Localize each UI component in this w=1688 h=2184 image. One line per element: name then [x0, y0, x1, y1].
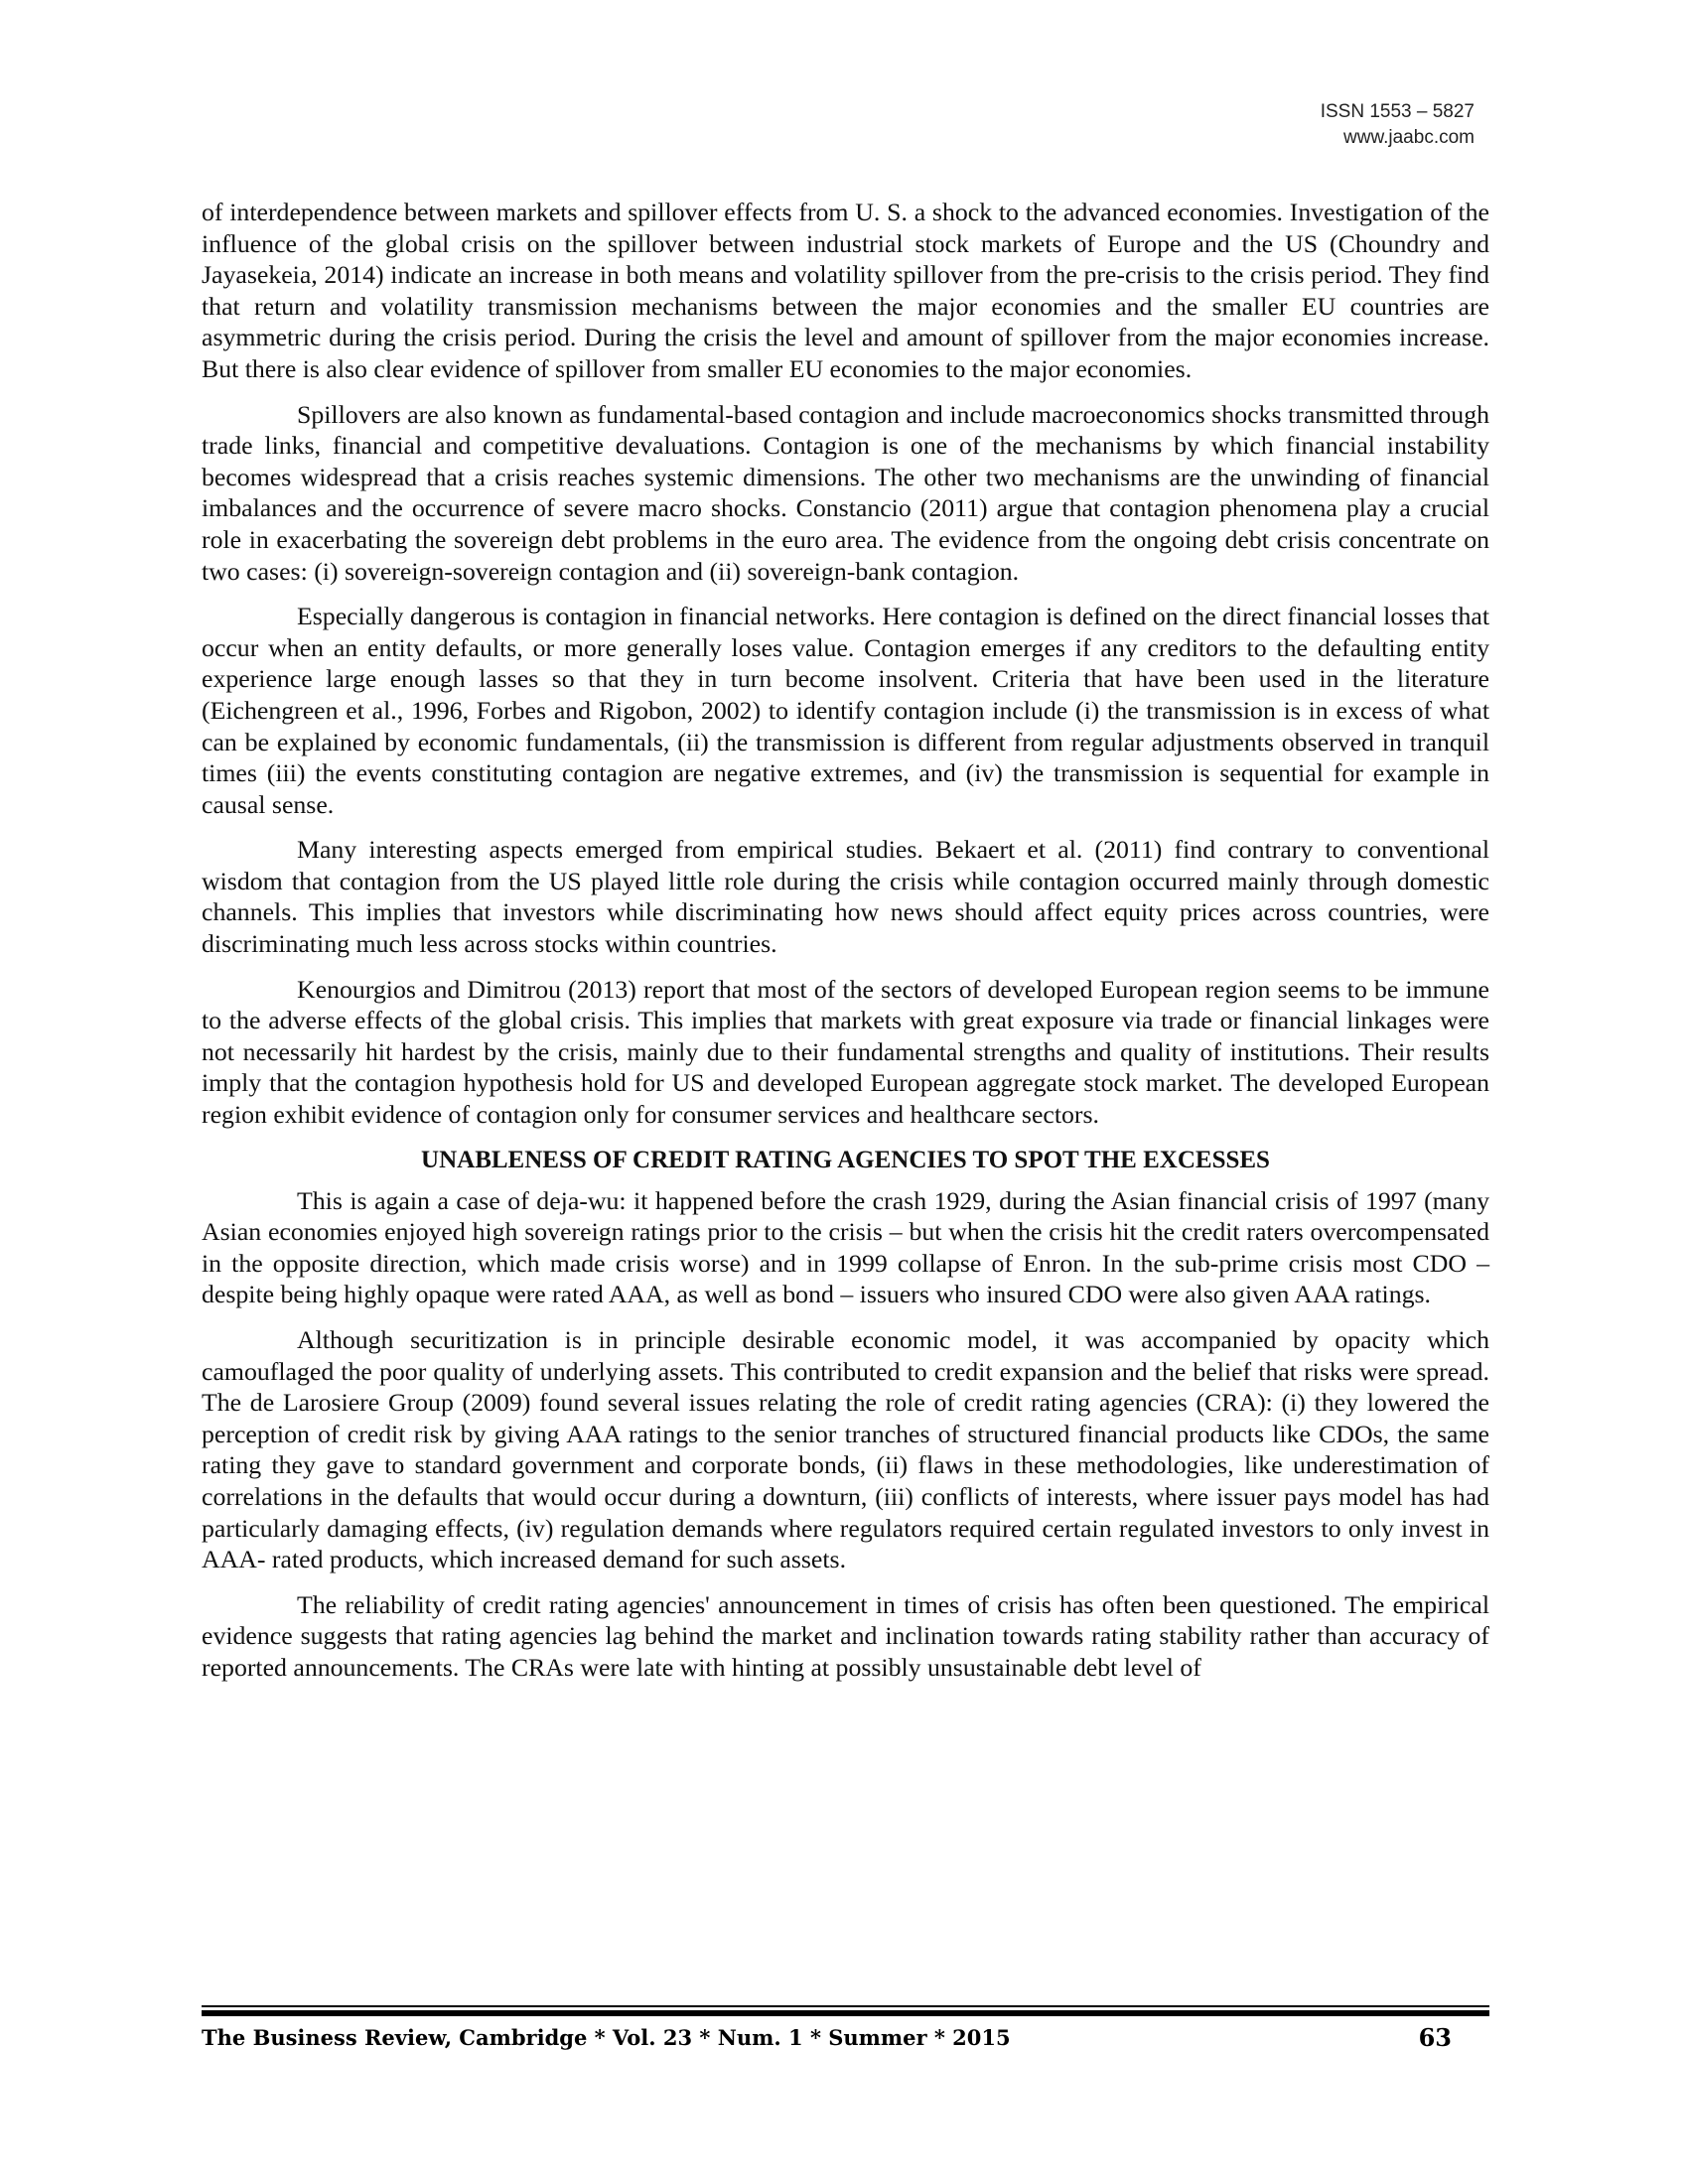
- body-paragraph: Kenourgios and Dimitrou (2013) report that most of the sectors of developed European region seems to be immune to the adverse effects of the global crisis. This implies that markets with great exposure via trade or financial linkages were not necessarily hit hardest by the crisis, mainly due to their fundamental strengths and quality of institutions. Their results imply that the contagion hypothesis hold for US and developed European aggregate stock market. The developed European region exhibit evidence of contagion only for consumer services and healthcare sectors.: [202, 974, 1489, 1130]
- running-header: [1321, 99, 1475, 151]
- body-paragraph: Although securitization is in principle desirable economic model, it was accompanied by opacity which camouflaged the poor quality of underlying assets. This contributed to credit expansion and the belief that risks were spread. The de Larosiere Group (2009) found several issues relating the role of credit rating agencies (CRA): (i) they lowered the perception of credit risk by giving AAA ratings to the senior tranches of structured financial products like CDOs, the same rating they gave to standard government and corporate bonds, (ii) flaws in these methodologies, like underestimation of correlations in the defaults that would occur during a downturn, (iii) conflicts of interests, where issuer pays model has had particularly damaging effects, (iv) regulation demands where regulators required certain regulated investors to only invest in AAA- rated products, which increased demand for such assets.: [202, 1325, 1489, 1574]
- article-body: [202, 197, 1489, 1698]
- journal-website: www.jaabc.com: [1343, 127, 1475, 148]
- section-heading: UNABLENESS OF CREDIT RATING AGENCIES TO SPOT THE EXCESSES: [421, 1146, 1270, 1173]
- body-paragraph: Many interesting aspects emerged from empirical studies. Bekaert et al. (2011) find contrary to conventional wisdom that contagion from the US played little role during the crisis while contagion occurred mainly through domestic channels. This implies that investors while discriminating how news should affect equity prices across countries, were discriminating much less across stocks within countries.: [202, 835, 1489, 959]
- body-paragraph: of interdependence between markets and spillover effects from U. S. a shock to the advanced economies. Investigation of the influence of the global crisis on the spillover between industrial stock markets of Europe and the US (Choundry and Jayasekeia, 2014) indicate an increase in both means and volatility spillover from the pre-crisis to the crisis period. They find that return and volatility transmission mechanisms between the major economies and the smaller EU countries are asymmetric during the crisis period. During the crisis the level and amount of spillover from the major economies increase. But there is also clear evidence of spillover from smaller EU economies to the major economies.: [202, 198, 1489, 383]
- footer-divider-thick: [202, 2010, 1489, 2016]
- journal-citation: The Business Review, Cambridge * Vol. 23 * Num. 1 * Summer * 2015: [202, 2025, 1011, 2050]
- body-paragraph: Especially dangerous is contagion in financial networks. Here contagion is defined on the direct financial losses that occur when an entity defaults, or more generally loses value. Contagion emerges if any creditors to the defaulting entity experience large enough lasses so that they in turn become insolvent. Criteria that have been used in the literature (Eichengreen et al., 1996, Forbes and Rigobon, 2002) to identify contagion include (i) the transmission is in excess of what can be explained by economic fundamentals, (ii) the transmission is different from regular adjustments observed in tranquil times (iii) the events constituting contagion are negative extremes, and (iv) the transmission is sequential for example in causal sense.: [202, 602, 1489, 819]
- body-paragraph: Spillovers are also known as fundamental-based contagion and include macroeconomics shocks transmitted through trade links, financial and competitive devaluations. Contagion is one of the mechanisms by which financial instability becomes widespread that a crisis reaches systemic dimensions. The other two mechanisms are the unwinding of financial imbalances and the occurrence of severe macro shocks. Constancio (2011) argue that contagion phenomena play a crucial role in exacerbating the sovereign debt problems in the euro area. The evidence from the ongoing debt crisis concentrate on two cases: (i) sovereign-sovereign contagion and (ii) sovereign-bank contagion.: [202, 399, 1489, 586]
- page-number: 63: [1418, 2023, 1452, 2052]
- footer-divider: [202, 2005, 1489, 2007]
- issn-label: ISSN 1553 – 5827: [1320, 101, 1475, 122]
- body-paragraph: The reliability of credit rating agencies' announcement in times of crisis has often been questioned. The empirical evidence suggests that rating agencies lag behind the market and inclination towards rating stability rather than accuracy of reported announcements. The CRAs were late with hinting at possibly unsustainable debt level of: [202, 1589, 1489, 1682]
- body-paragraph: This is again a case of deja-wu: it happened before the crash 1929, during the Asian financial crisis of 1997 (many Asian economies enjoyed high sovereign ratings prior to the crisis – but when the crisis hit the credit raters overcompensated in the opposite direction, which made crisis worse) and in 1999 collapse of Enron. In the sub-prime crisis most CDO – despite being highly opaque were rated AAA, as well as bond – issuers who insured CDO were also given AAA ratings.: [202, 1185, 1489, 1309]
